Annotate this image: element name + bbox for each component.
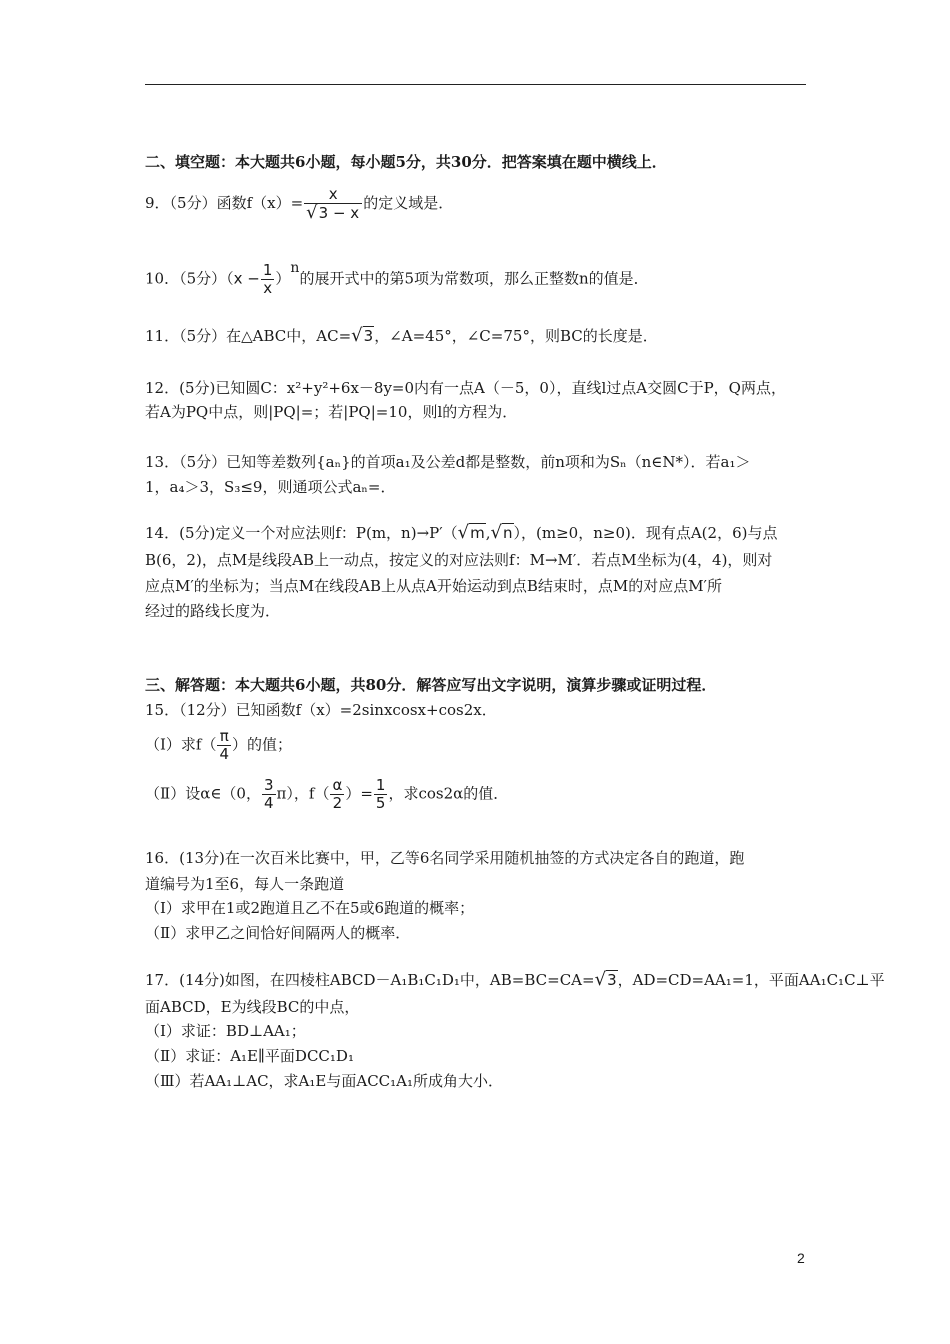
q14-sqrt1-arg: m (470, 524, 485, 542)
q12-line-2: 若A为PQ中点，则|PQ|=；若|PQ|=10，则l的方程为． (145, 403, 518, 421)
q10-exponent: n (290, 259, 300, 276)
q15-p2-pre: （Ⅱ）设α∈（0， (145, 784, 261, 803)
q16-line-4: （Ⅱ）求甲乙之间恰好间隔两人的概率． (145, 924, 411, 942)
q17-line1-post: ，AD=CD=AA₁=1，平面AA₁C₁C⊥平 (617, 971, 885, 989)
q14-line-1: 14．(5分)定义一个对应法则f：P(m，n)→P′（√m,√n），(m≥0，n≥0)．现有点A(2，6)与点 (145, 522, 778, 543)
q15-part-2 (145, 777, 508, 812)
section3-heading: 三、解答题：本大题共6小题，共80分．解答应写出文字说明，演算步骤或证明过程． (145, 676, 717, 694)
q10-denominator: x (261, 279, 275, 297)
q15-p2-den2: 2 (330, 794, 344, 812)
q15-p2-num3: 1 (375, 776, 386, 794)
q16-line-2: 道编号为1至6，每人一条跑道 (145, 875, 345, 893)
q10-text-post: 的展开式中的第5项为常数项，那么正整数n的值是． (299, 269, 649, 288)
q14-line1-pre: 14．(5分)定义一个对应法则f：P(m，n)→P′（ (145, 524, 458, 542)
q10-rparen: ） (275, 269, 291, 288)
q14-line-4: 经过的路线长度为． (145, 602, 281, 620)
q15-p1-den: 4 (219, 745, 230, 763)
q16-line-3: （Ⅰ）求甲在1或2跑道且乙不在5或6跑道的概率； (145, 899, 475, 917)
q10-text-pre: 10．（5分） (145, 269, 227, 288)
q14-line1-post: ），(m≥0，n≥0)．现有点A(2，6)与点 (513, 524, 778, 542)
question-10 (145, 259, 649, 297)
q16-line-1: 16．(13分)在一次百米比赛中，甲，乙等6名同学采用随机抽签的方式决定各自的跑道，跑 (145, 849, 745, 867)
q17-line-4: （Ⅱ）求证：A₁E∥平面DCC₁D₁ (145, 1047, 354, 1065)
q10-fraction (261, 262, 275, 297)
q9-fraction (304, 186, 362, 222)
page-number: 2 (797, 1250, 805, 1266)
q17-line1-pre: 17．(14分)如图，在四棱柱ABCD－A₁B₁C₁D₁中，AB=BC=CA= (145, 971, 595, 989)
q11-sqrt-arg: 3 (363, 327, 374, 345)
q15-p2-den3: 5 (375, 794, 386, 812)
question-11 (145, 326, 658, 346)
q15-p2-den1: 4 (263, 794, 274, 812)
q13-line-2: 1，a₄＞3，S₃≤9，则通项公式aₙ=． (145, 478, 396, 496)
q15-p2-mid: π），f（ (276, 784, 330, 803)
header-rule (145, 84, 806, 85)
q15-p2-fraction-1 (262, 777, 276, 812)
q15-p1-fraction (217, 728, 231, 763)
q15-p1-num: π (219, 727, 229, 745)
q9-denominator: √3 − x (304, 203, 362, 222)
q15-p1-post: ）的值； (232, 735, 293, 754)
q14-line-3: 应点M′的坐标为；当点M在线段AB上从点A开始运动到点B结束时，点M的对应点M′所 (145, 577, 722, 595)
question-9 (145, 186, 453, 222)
q9-numerator: x (328, 185, 338, 203)
q15-p2-num1: 3 (263, 776, 274, 794)
q10-lparen: （x − (226, 269, 260, 288)
q14-line-2: B(6，2)，点M是线段AB上一动点，按定义的对应法则f：M→M′．若点M坐标为(4，4)，则对 (145, 551, 773, 569)
q15-p2-fraction-2 (330, 777, 344, 812)
q15-p2-num2: α (332, 776, 343, 794)
q17-line-2: 面ABCD，E为线段BC的中点， (145, 998, 360, 1016)
q11-sqrt: √3 (351, 325, 374, 346)
q9-text-post: 的定义域是． (363, 194, 454, 212)
q15-p2-post: ，求cos2α的值． (388, 784, 509, 803)
q15-line-1: 15．（12分）已知函数f（x）=2sinxcosx+cos2x． (145, 701, 497, 719)
q13-line-1: 13．（5分）已知等差数列{aₙ}的首项a₁及公差d都是整数，前n项和为Sₙ（n∈N*）．若a₁＞ (145, 453, 751, 471)
q15-p2-fraction-3 (374, 777, 388, 812)
q15-part-1 (145, 728, 292, 763)
q17-line-1 (145, 970, 885, 990)
q11-text-pre: 11．（5分）在△ABC中，AC= (145, 327, 352, 345)
q14-sqrt2-arg: n (503, 524, 513, 542)
q10-numerator: 1 (262, 261, 273, 279)
q17-sqrt-arg: 3 (607, 971, 617, 989)
q14-sqrt-1: √m (457, 522, 485, 543)
q9-sqrt-arg: 3 − x (318, 204, 360, 222)
q11-text-post: ，∠A=45°，∠C=75°，则BC的长度是． (374, 327, 658, 345)
q12-line-1: 12．(5分)已知圆C：x²+y²+6x－8y=0内有一点A（－5，0），直线l过点A交圆C于P，Q两点， (145, 379, 786, 397)
q17-line-3: （Ⅰ）求证：BD⊥AA₁； (145, 1022, 306, 1040)
q9-text-pre: 9．（5分）函数f（x）= (145, 194, 304, 212)
q17-sqrt: √3 (594, 969, 617, 990)
q17-line-5: （Ⅲ）若AA₁⊥AC，求A₁E与面ACC₁A₁所成角大小． (145, 1072, 504, 1090)
q14-sqrt-2: √n (490, 522, 513, 543)
section2-heading: 二、填空题：本大题共6小题，每小题5分，共30分．把答案填在题中横线上． (145, 153, 667, 171)
q15-p1-pre: （Ⅰ）求f（ (145, 735, 217, 754)
q15-p2-mid2: ）= (345, 784, 373, 803)
